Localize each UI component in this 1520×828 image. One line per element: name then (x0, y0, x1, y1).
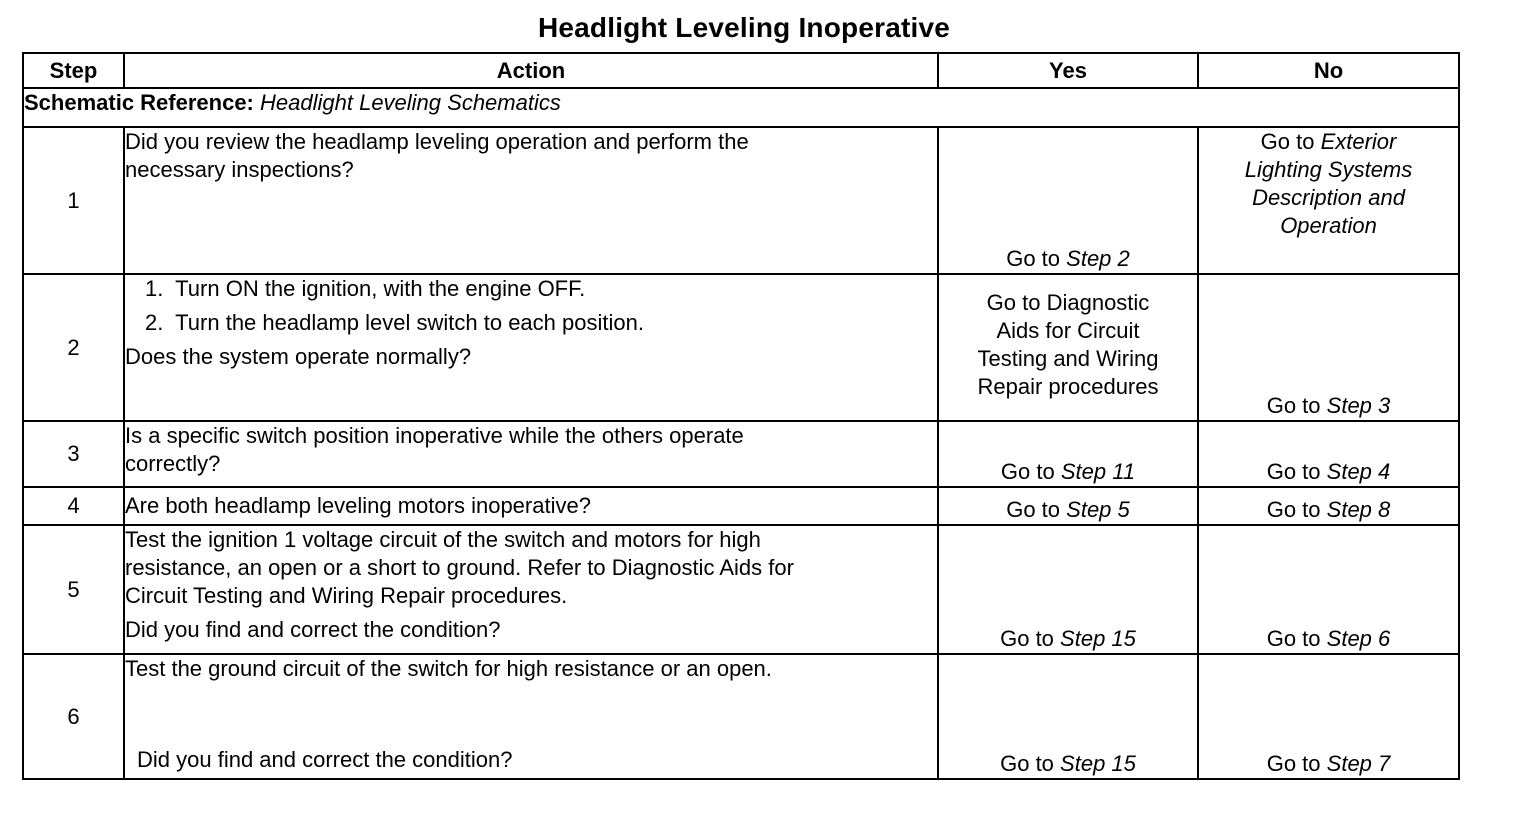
action-text: Test the ignition 1 voltage circuit of the switch and motors for high (125, 527, 761, 552)
header-no: No (1198, 53, 1459, 88)
action-text: Did you review the headlamp leveling operation and perform the (125, 129, 749, 154)
no-prefix: Go to (1266, 393, 1321, 418)
schematic-reference (23, 88, 1459, 127)
step-number: 1 (23, 127, 124, 274)
header-action: Action (124, 53, 938, 88)
no-cell (1198, 127, 1459, 274)
yes-link[interactable]: Step 15 (1060, 751, 1136, 776)
no-cell (1198, 421, 1459, 487)
yes-text[interactable]: Repair procedures (977, 374, 1159, 399)
question-text: Did you find and correct the condition? (125, 617, 501, 642)
action-cell (124, 487, 938, 525)
step-number: 6 (23, 654, 124, 779)
yes-prefix: Go to (1006, 246, 1061, 271)
table-row (23, 525, 1459, 654)
diagnostic-table (22, 52, 1460, 780)
yes-cell (938, 127, 1198, 274)
action-cell (124, 525, 938, 654)
header-step: Step (23, 53, 124, 88)
no-link[interactable]: Lighting Systems (1244, 157, 1413, 182)
no-cell (1198, 274, 1459, 421)
step-number: 5 (23, 525, 124, 654)
no-link[interactable]: Step 7 (1326, 751, 1391, 776)
list-item: 2. Turn the headlamp level switch to each position. (145, 310, 644, 335)
schematic-reference-link[interactable]: Headlight Leveling Schematics (260, 90, 561, 115)
table-row (23, 127, 1459, 274)
step-number: 3 (23, 421, 124, 487)
action-text: resistance, an open or a short to ground. Refer to Diagnostic Aids for (125, 555, 794, 580)
no-cell (1198, 525, 1459, 654)
no-link[interactable]: Step 4 (1326, 459, 1391, 484)
header-yes: Yes (938, 53, 1198, 88)
action-cell (124, 654, 938, 779)
no-link[interactable]: Description and (1252, 185, 1405, 210)
action-cell (124, 274, 938, 421)
table-row (23, 654, 1459, 779)
schematic-reference-label: Schematic Reference: (24, 90, 254, 115)
no-prefix: Go to (1266, 497, 1321, 522)
action-cell (124, 127, 938, 274)
no-prefix: Go to (1260, 129, 1315, 154)
action-text: Are both headlamp leveling motors inoperative? (125, 493, 591, 518)
question-text: Does the system operate normally? (125, 344, 472, 369)
no-link[interactable]: Step 8 (1326, 497, 1391, 522)
yes-cell (938, 654, 1198, 779)
page-title: Headlight Leveling Inoperative (537, 12, 951, 43)
no-link[interactable]: Step 3 (1326, 393, 1391, 418)
yes-link[interactable]: Step 2 (1066, 246, 1130, 271)
no-link[interactable]: Step 6 (1326, 626, 1391, 651)
yes-text[interactable]: Go to Diagnostic (986, 290, 1150, 315)
yes-prefix: Go to (1006, 497, 1061, 522)
step-number: 4 (23, 487, 124, 525)
action-text: necessary inspections? (125, 157, 354, 182)
yes-link[interactable]: Step 11 (1060, 459, 1136, 484)
yes-prefix: Go to (1000, 459, 1055, 484)
action-text: Circuit Testing and Wiring Repair procedures. (125, 583, 568, 608)
yes-link[interactable]: Step 15 (1060, 626, 1136, 651)
table-row (23, 421, 1459, 487)
yes-link[interactable]: Step 5 (1066, 497, 1130, 522)
yes-cell (938, 487, 1198, 525)
no-prefix: Go to (1266, 751, 1321, 776)
header-row (23, 53, 1459, 88)
yes-cell (938, 525, 1198, 654)
step-number: 2 (23, 274, 124, 421)
table-row (23, 487, 1459, 525)
yes-text[interactable]: Testing and Wiring (977, 346, 1159, 371)
action-text: Test the ground circuit of the switch for high resistance or an open. (125, 656, 772, 681)
no-cell (1198, 487, 1459, 525)
no-link[interactable]: Operation (1280, 213, 1377, 238)
table-row (23, 274, 1459, 421)
list-item: 1. Turn ON the ignition, with the engine OFF. (145, 276, 586, 301)
no-prefix: Go to (1266, 459, 1321, 484)
yes-cell (938, 421, 1198, 487)
no-prefix: Go to (1266, 626, 1321, 651)
yes-cell (938, 274, 1198, 421)
question-text: Did you find and correct the condition? (137, 747, 513, 772)
yes-text[interactable]: Aids for Circuit (996, 318, 1140, 343)
no-link[interactable]: Exterior (1320, 129, 1397, 154)
action-text: correctly? (125, 451, 221, 476)
yes-prefix: Go to (1000, 751, 1054, 776)
action-cell (124, 421, 938, 487)
schematic-reference-row (23, 88, 1459, 127)
no-cell (1198, 654, 1459, 779)
yes-prefix: Go to (1000, 626, 1054, 651)
action-text: Is a specific switch position inoperative while the others operate (125, 423, 744, 448)
